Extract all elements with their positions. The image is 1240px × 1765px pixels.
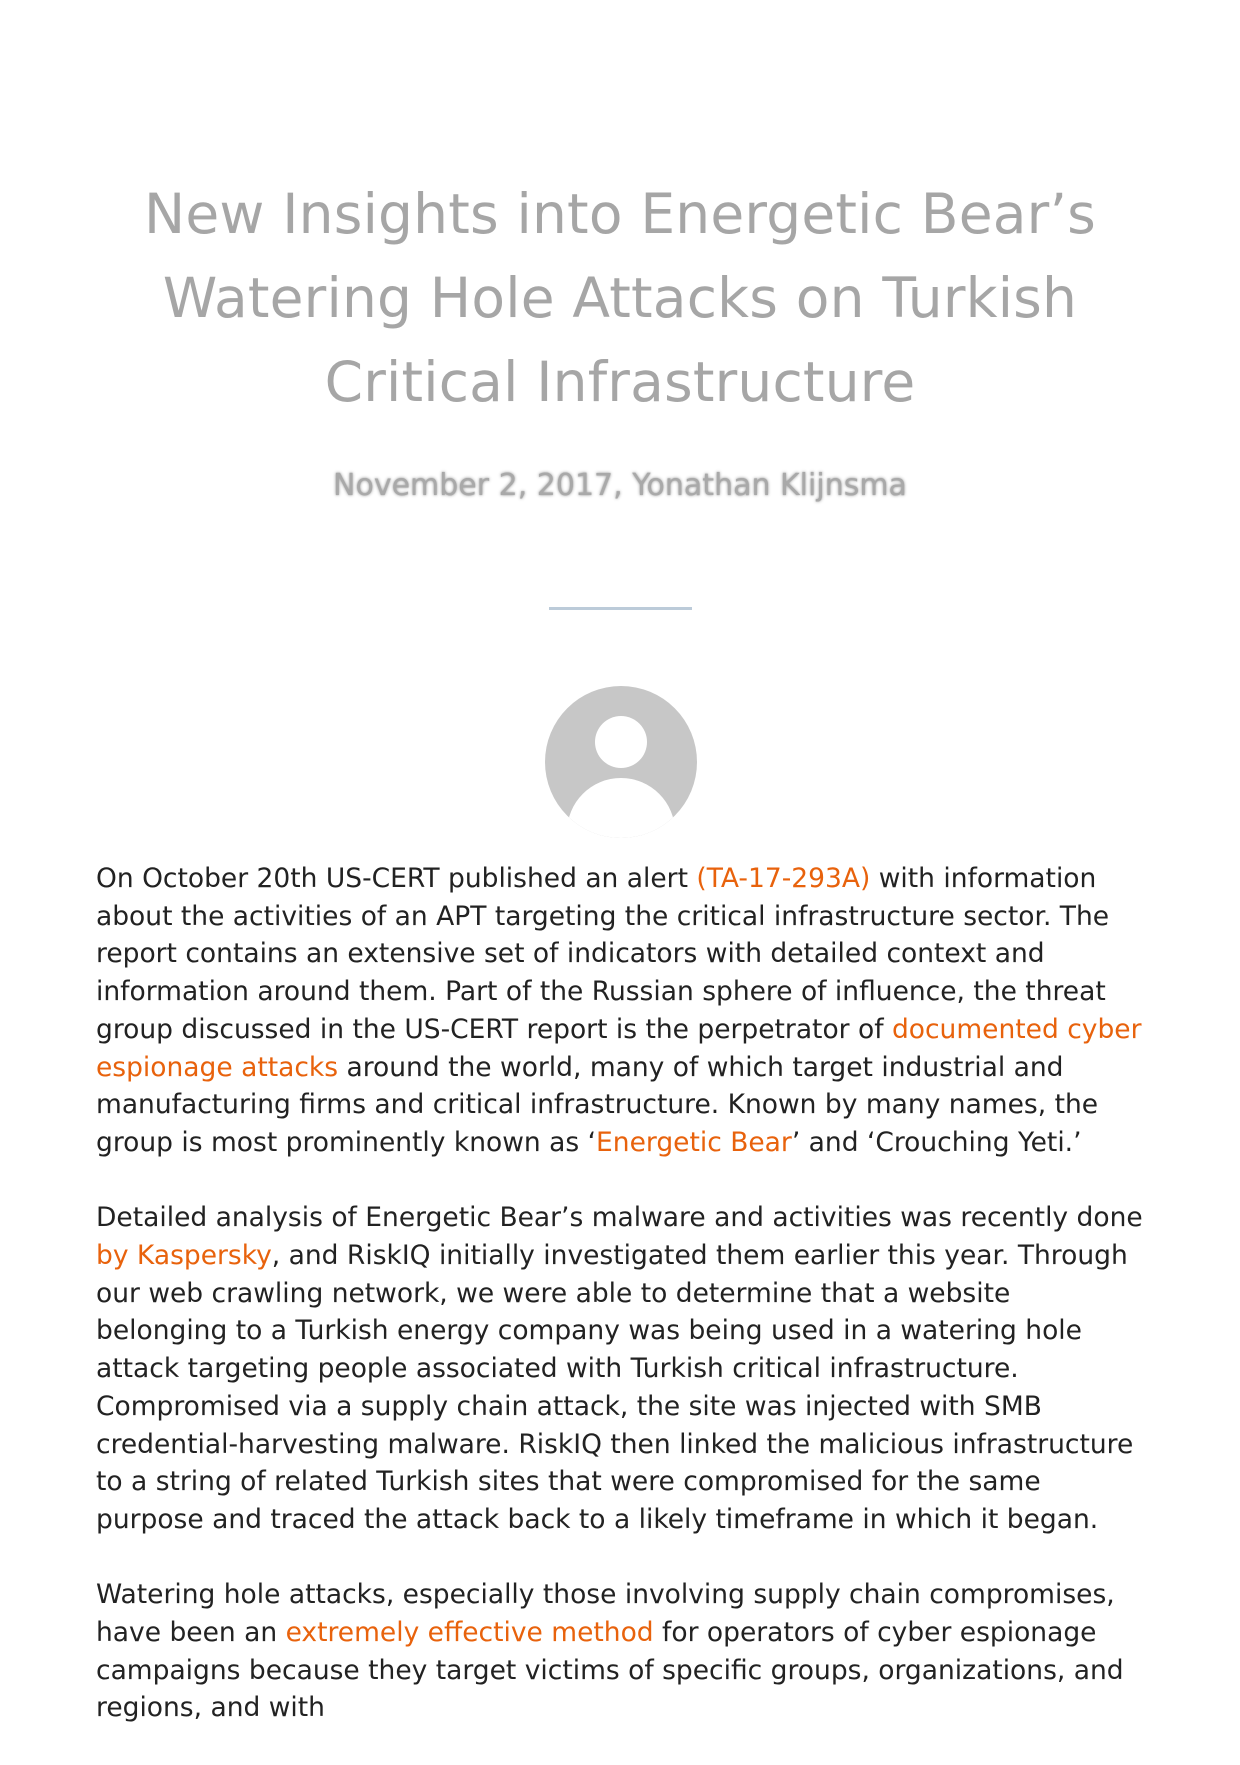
p2-text-1: Detailed analysis of Energetic Bear’s malware and activities was recently done: [96, 1202, 1143, 1234]
paragraph-3: [96, 1576, 1146, 1727]
title-divider: [549, 607, 692, 610]
paragraph-1: [96, 860, 1146, 1162]
energetic-bear-link[interactable]: Energetic Bear: [596, 1126, 792, 1158]
by-kaspersky-link[interactable]: by Kaspersky: [96, 1240, 272, 1272]
p1-text-2: with information about the activities of an APT targeting the critical infrastructure sector. The report contains an extensive set of indicators with detailed context and information around them. Part of the Russian sphere of influence, the threat group discussed in the US-CERT report is the perpetrator of: [96, 863, 1110, 1045]
p1-text-3: around the world, many of which target industrial and manufacturing firms and critical infrastructure. Known by many names, the group is most prominently known as ‘: [96, 1051, 1099, 1158]
p3-text-2: for operators of cyber espionage campaigns because they target victims of specific groups, organizations, and regions, and with: [96, 1617, 1124, 1724]
author-avatar-icon: [545, 686, 697, 838]
p1-text-1: On October 20th US-CERT published an alert: [96, 863, 697, 894]
p1-text-4: ’ and ‘Crouching Yeti.’: [791, 1126, 1082, 1158]
cyber-espionage-attacks-link[interactable]: documented cyber espionage attacks: [96, 1013, 1142, 1083]
avatar-shoulders: [567, 778, 675, 838]
article-body: [96, 860, 1146, 1765]
paragraph-2: [96, 1199, 1146, 1538]
article-title: New Insights into Energetic Bear’s Watering Hole Attacks on Turkish Critical Infrastructure: [143, 182, 1096, 414]
p3-text-1: Watering hole attacks, especially those involving supply chain compromises, have been an: [96, 1579, 1115, 1649]
extremely-effective-method-link[interactable]: extremely effective method: [285, 1617, 654, 1649]
avatar-head: [595, 716, 647, 768]
p2-text-2: , and RiskIQ initially investigated them earlier this year. Through our web crawling network, we were able to determine that a website belonging to a Turkish energy company was being used in a watering hole attack targeting people associated with Turkish critical infrastructure. Compromised via a supply chain attack, the site was injected with SMB credential-harvesting malware. RiskIQ then linked the malicious infrastructure to a string of related Turkish sites that were compromised for the same purpose and traced the attack back to a likely timeframe in which it began.: [96, 1240, 1134, 1535]
article-byline: November 2, 2017, Yonathan Klijnsma: [333, 468, 907, 503]
alert-ta-17-293a-link[interactable]: (TA-17-293A): [696, 863, 871, 894]
